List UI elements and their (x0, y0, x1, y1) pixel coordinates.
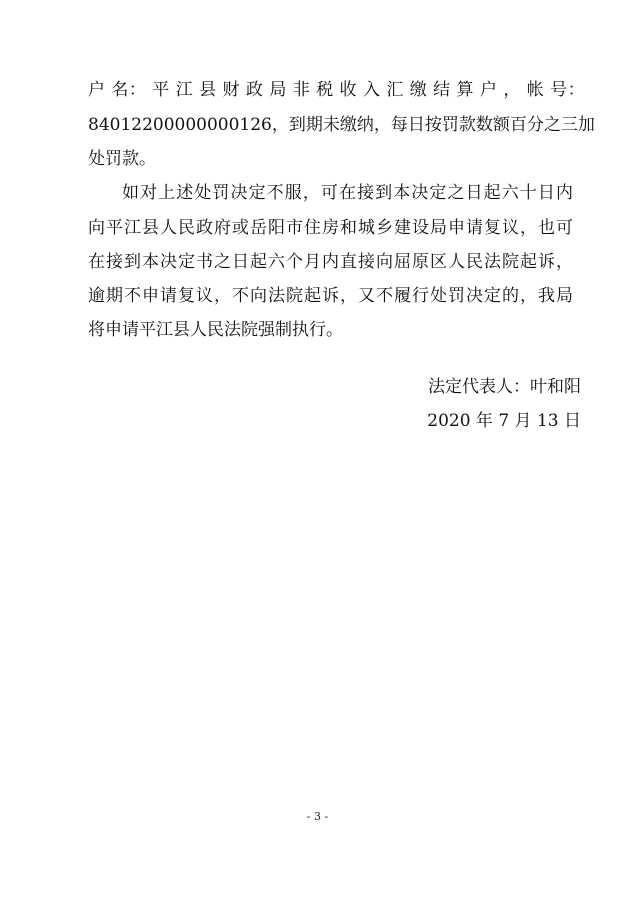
body-line-account-name: 户 名： 平 江 县 财 政 局 非 税 收 入 汇 缴 结 算 户 ， 帐 号： (88, 80, 586, 100)
page-number: - 3 - (306, 810, 329, 823)
body-line-penalty: 处罚款。 (88, 149, 156, 169)
body-line-appeal-intro: 如对上述处罚决定不服，可在接到本决定之日起六十日内 (122, 183, 573, 203)
body-line-lawsuit: 在接到本决定书之日起六个月内直接向屈原区人民法院起诉， (88, 252, 573, 272)
body-line-enforcement: 将申请平江县人民法院强制执行。 (88, 320, 343, 340)
body-line-account-number: 84012200000000126，到期未缴纳，每日按罚款数额百分之三加 (88, 115, 595, 135)
body-line-overdue: 逾期不申请复议，不向法院起诉，又不履行处罚决定的，我局 (88, 286, 573, 306)
legal-representative: 法定代表人：叶和阳 (428, 377, 581, 397)
body-line-review-authority: 向平江县人民政府或岳阳市住房和城乡建设局申请复议，也可 (88, 218, 573, 238)
document-date: 2020 年 7 月 13 日 (427, 411, 581, 431)
